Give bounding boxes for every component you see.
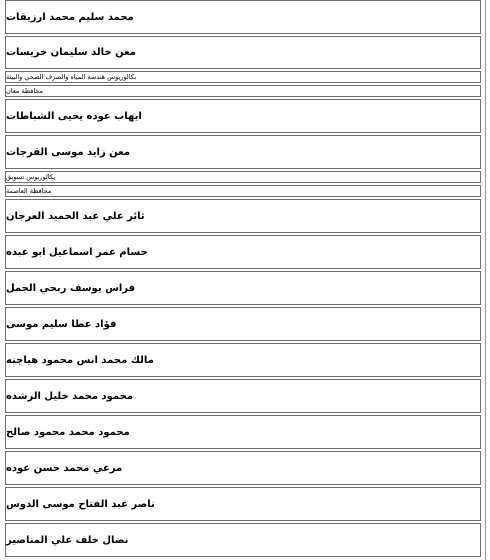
list-item (5, 523, 481, 557)
list-item (5, 379, 481, 413)
list-item (5, 487, 481, 521)
list-item (5, 185, 481, 197)
list-item (5, 415, 481, 449)
list-item (5, 99, 481, 133)
person-name: محمود محمد محمود صالح (6, 426, 130, 438)
person-name: مالك محمد انس محمود هياجنه (6, 354, 154, 366)
list-item (5, 451, 481, 485)
list-item (5, 235, 481, 269)
list-item (5, 171, 481, 183)
person-name: مرعي محمد حسن عوده (6, 462, 123, 474)
list-item (5, 71, 481, 83)
list-item (5, 85, 481, 97)
person-name: محمود محمد خليل الرشده (6, 390, 134, 402)
person-name: ناصر عبد الفتاح موسى الدوس (6, 498, 155, 510)
list-item (5, 135, 481, 169)
degree-detail: بكالوريوس هندسة المياه والصرف الصحي والبيئة (6, 73, 137, 81)
person-name: فؤاد عطا سليم موسى (6, 318, 117, 330)
list-item (5, 0, 481, 34)
list-item (5, 343, 481, 377)
list-item (5, 271, 481, 305)
list-item (5, 199, 481, 233)
person-name: حسام عمر اسماعيل ابو عبده (6, 246, 148, 258)
person-name: محمد سليم محمد ارزيقات (6, 11, 134, 23)
person-name: ايهاب عوده يحيى الشباطات (6, 110, 142, 122)
right-margin-line (485, 0, 486, 560)
degree-detail: بكالوريوس تسويق (6, 173, 56, 181)
governorate-detail: محافظة معان (6, 87, 44, 95)
person-name: فراس يوسف ربحي الجمل (6, 282, 136, 294)
person-name: معن خالد سليمان خريسات (6, 47, 136, 58)
list-item (5, 307, 481, 341)
person-name: ثائر علي عبد الحميد العرجان (6, 210, 145, 222)
governorate-detail: محافظة العاصمة (6, 187, 52, 195)
list-item (5, 36, 481, 69)
person-name: نضال خلف علي المناصير (6, 534, 129, 546)
person-name: معن زايد موسى القرجات (6, 146, 131, 158)
